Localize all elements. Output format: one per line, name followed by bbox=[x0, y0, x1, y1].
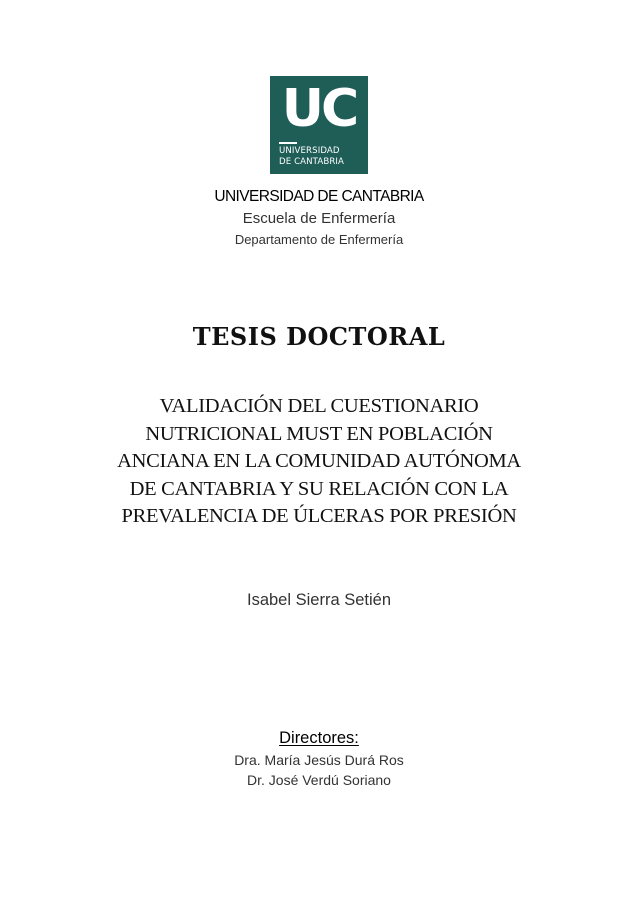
director-name: Dra. María Jesús Durá Ros bbox=[234, 752, 404, 768]
logo-divider bbox=[279, 142, 297, 144]
school-name: Escuela de Enfermería bbox=[242, 210, 396, 227]
document-type: TESIS DOCTORAL bbox=[192, 322, 446, 351]
author-name: Isabel Sierra Setién bbox=[247, 591, 391, 609]
thesis-title-line: ANCIANA EN LA COMUNIDAD AUTÓNOMA bbox=[117, 450, 521, 472]
university-name: UNIVERSIDAD DE CANTABRIA bbox=[214, 188, 424, 205]
director-name: Dr. José Verdú Soriano bbox=[247, 772, 391, 788]
thesis-title-line: VALIDACIÓN DEL CUESTIONARIO bbox=[159, 395, 479, 417]
directors-label: Directores: bbox=[279, 729, 359, 747]
thesis-title bbox=[0, 393, 638, 531]
logo-text-line1: UNIVERSIDAD bbox=[279, 146, 340, 156]
department-name: Departamento de Enfermería bbox=[234, 232, 404, 247]
logo-text-line2: DE CANTABRIA bbox=[279, 157, 345, 167]
thesis-title-line: PREVALENCIA DE ÚLCERAS POR PRESIÓN bbox=[121, 505, 517, 527]
thesis-title-line: DE CANTABRIA Y SU RELACIÓN CON LA bbox=[129, 477, 509, 500]
university-logo bbox=[270, 76, 368, 174]
logo-mark: UC bbox=[281, 79, 357, 139]
thesis-title-line: NUTRICIONAL MUST EN POBLACIÓN bbox=[145, 422, 493, 445]
